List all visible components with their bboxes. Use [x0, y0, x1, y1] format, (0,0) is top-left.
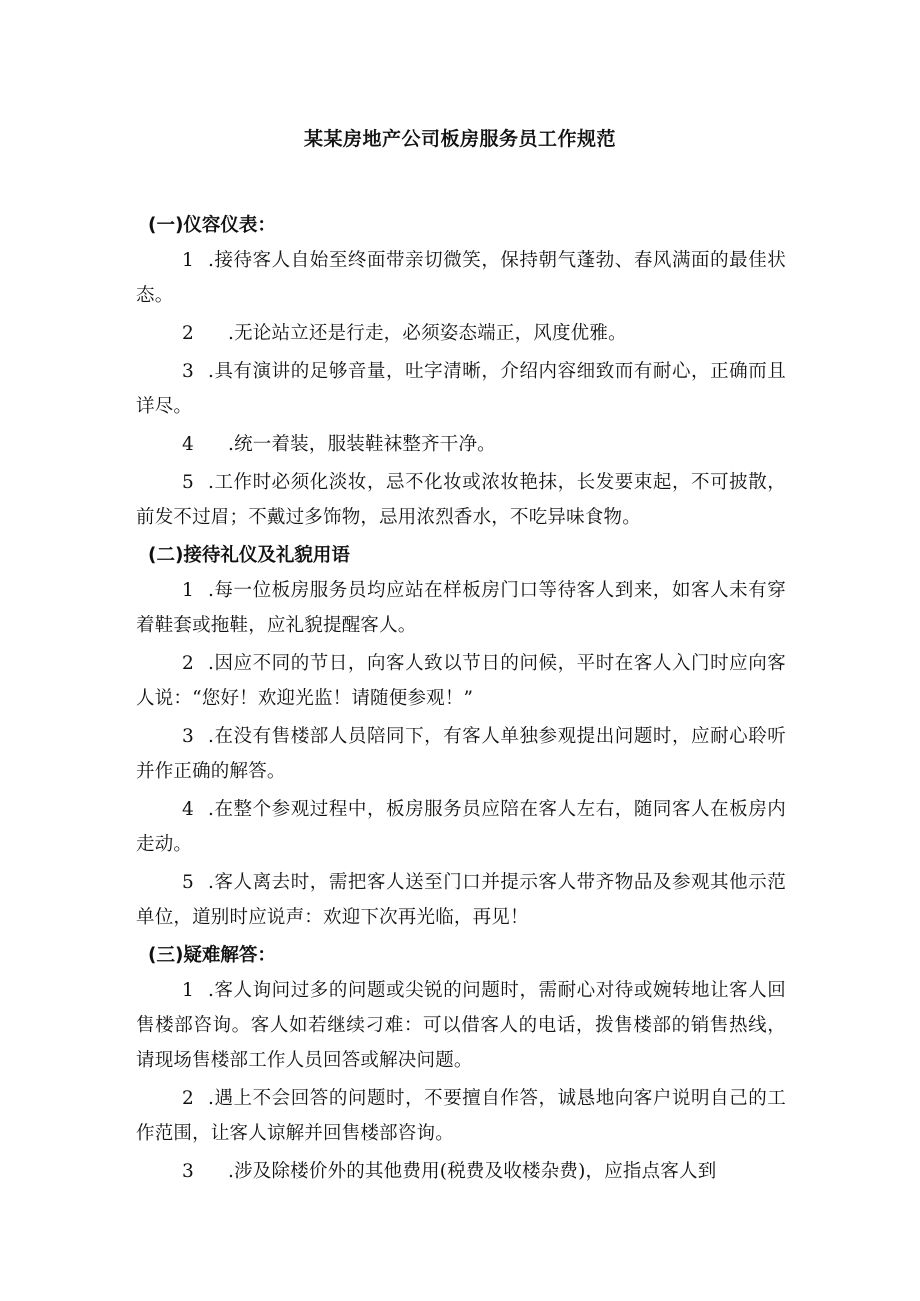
item-number: 1 — [182, 250, 194, 271]
item-text: .无论站立还是行走，必须姿态端正，风度优雅。 — [228, 323, 627, 344]
list-item — [136, 243, 786, 313]
item-number: 4 — [182, 434, 194, 455]
list-item — [136, 792, 786, 862]
item-text: .遇上不会回答的问题时，不要擅自作答，诚恳地向客户说明自己的工作范围，让客人谅解并回售楼部咨询。 — [136, 1088, 786, 1144]
list-item — [136, 354, 786, 424]
list-item — [136, 973, 786, 1078]
item-number: 1 — [182, 580, 194, 601]
item-number: 5 — [182, 472, 194, 493]
document-title: 某某房地产公司板房服务员工作规范 — [303, 128, 616, 150]
list-item — [136, 316, 786, 351]
item-number: 3 — [182, 1161, 194, 1182]
item-text: .每一位板房服务员均应站在样板房门口等待客人到来，如客人未有穿着鞋套或拖鞋，应礼貌提醒客人。 — [136, 580, 786, 636]
item-text: .在整个参观过程中，板房服务员应陪在客人左右，随同客人在板房内走动。 — [136, 799, 786, 855]
item-number: 3 — [182, 726, 194, 747]
section-heading-appearance: (一)仪容仪表： — [148, 215, 276, 236]
section-heading-troubleshooting: (三)疑难解答： — [148, 945, 276, 966]
item-number: 4 — [182, 799, 194, 820]
item-text: .具有演讲的足够音量，吐字清晰，介绍内容细致而有耐心，正确而且详尽。 — [136, 361, 786, 417]
item-number: 5 — [182, 872, 194, 893]
item-text: .因应不同的节日，向客人致以节日的问候，平时在客人入门时应向客人说：“您好！欢迎光监！请随便参观！” — [136, 653, 786, 709]
list-item — [136, 427, 786, 462]
item-text: .接待客人自始至终面带亲切微笑，保持朝气蓬勃、春风满面的最佳状态。 — [136, 250, 786, 306]
list-item — [136, 1154, 786, 1189]
item-number: 1 — [182, 980, 194, 1001]
list-item — [136, 465, 786, 535]
item-text: .在没有售楼部人员陪同下，有客人单独参观提出问题时，应耐心聆听并作正确的解答。 — [136, 726, 786, 782]
document-body — [136, 208, 786, 1192]
section-heading-reception: (二)接待礼仪及礼貌用语 — [148, 545, 350, 566]
item-text: .涉及除楼价外的其他费用(税费及收楼杂费)，应指点客人到 — [228, 1161, 717, 1182]
item-number: 2 — [182, 1088, 194, 1109]
item-number: 2 — [182, 653, 194, 674]
list-item — [136, 719, 786, 789]
list-item — [136, 1081, 786, 1151]
list-item — [136, 865, 786, 935]
item-number: 3 — [182, 361, 194, 382]
item-text: .客人离去时，需把客人送至门口并提示客人带齐物品及参观其他示范单位，道别时应说声：欢迎下次再光临，再见！ — [136, 872, 786, 928]
list-item — [136, 646, 786, 716]
item-text: .客人询问过多的问题或尖锐的问题时，需耐心对待或婉转地让客人回售楼部咨询。客人如若继续刁难：可以借客人的电话，拨售楼部的销售热线，请现场售楼部工作人员回答或解决问题。 — [136, 980, 786, 1071]
item-text: .统一着装，服装鞋袜整齐干净。 — [228, 434, 496, 455]
list-item — [136, 573, 786, 643]
item-number: 2 — [182, 323, 194, 344]
item-text: .工作时必须化淡妆，忌不化妆或浓妆艳抹，长发要束起，不可披散，前发不过眉；不戴过多饰物，忌用浓烈香水，不吃异味食物。 — [136, 472, 786, 528]
